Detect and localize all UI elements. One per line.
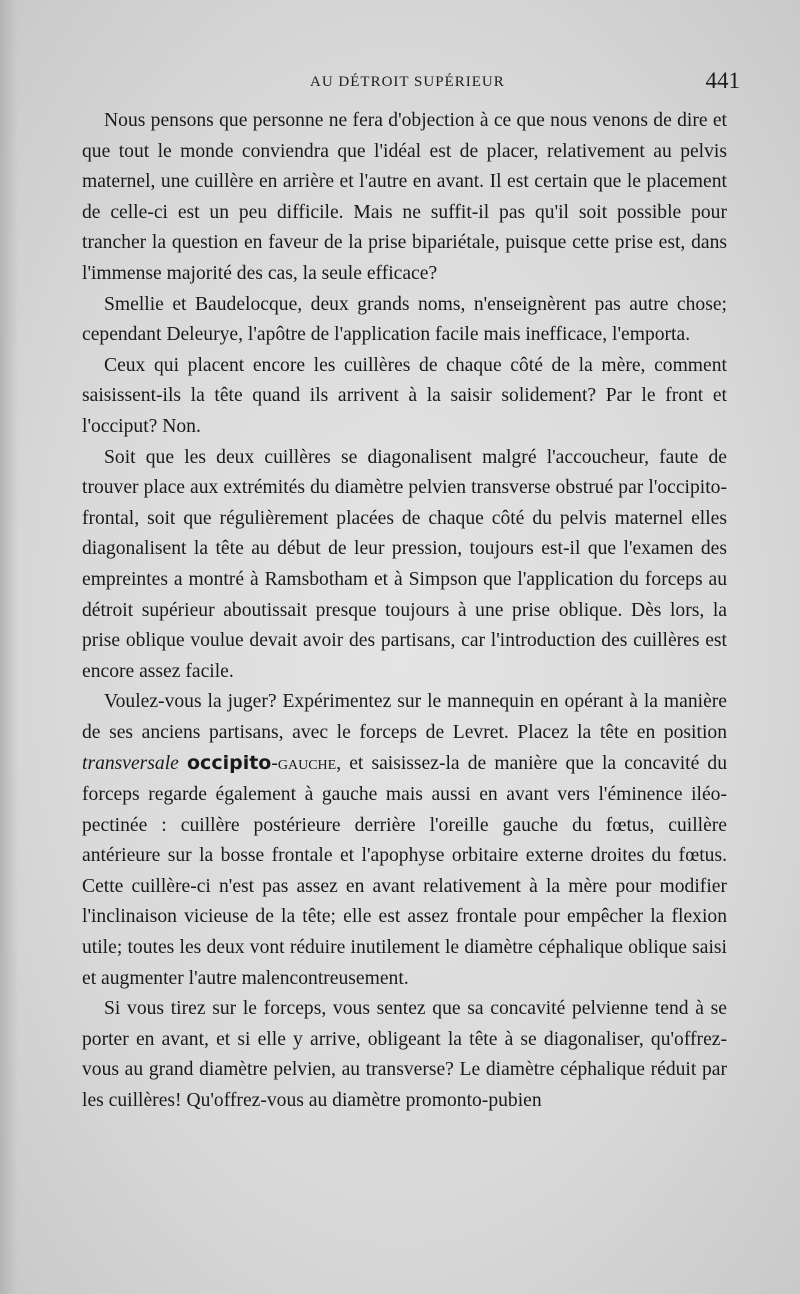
- paragraph-6: Si vous tirez sur le forceps, vous sentez que sa concavité pelvienne tend à se porter en avant, et si elle y arrive, obligeant la tête à se diagonaliser, qu'offrez-vous au grand diamètre pelvien, au transverse? Le diamètre céphalique réduit par les cuillères! Qu'offrez-vous au diamètre promonto-pubien: [82, 998, 727, 1111]
- paragraph-5-start: Voulez-vous la juger? Expérimentez sur le mannequin en opérant à la manière de ses anciens partisans, avec le forceps de Levret. Placez la tête en position: [82, 691, 727, 743]
- page-number: 441: [705, 68, 740, 93]
- page-header: [82, 64, 740, 104]
- page-edge-shadow: [0, 0, 18, 1294]
- italic-term: transversale: [82, 753, 179, 775]
- paragraph-5: [82, 687, 727, 994]
- bold-term: occipito: [187, 752, 272, 775]
- paragraph-5-end: , et saisissez-la de manière que la concavité du forceps regarde également à gauche mais aussi en avant vers l'éminence iléo-pectinée : cuillère postérieure derrière l'oreille gauche du fœtus, cuillère antérieure sur la bosse frontale et l'apophyse orbitaire externe droites du fœtus. Cette cuillère-ci n'est pas assez en avant relativement à la mère pour modifier l'inclinaison vicieuse de la tête; elle est assez frontale pour empêcher la flexion utile; toutes les deux vont réduire inutilement le diamètre céphalique oblique saisi et augmenter l'autre malencontreusement.: [82, 753, 727, 989]
- smallcaps-term: -gauche: [271, 753, 337, 775]
- term-space: [179, 753, 187, 774]
- paragraph-4: Soit que les deux cuillères se diagonalisent malgré l'accoucheur, faute de trouver place aux extrémités du diamètre pelvien transverse obstrué par l'occipito-frontal, soit que régulièrement placées de chaque côté du pelvis maternel elles diagonalisent la tête au début de leur pression, toujours est-il que l'examen des empreintes a montré à Ramsbotham et à Simpson que l'application du forceps au détroit supérieur aboutissait presque toujours à une prise oblique. Dès lors, la prise oblique voulue devait avoir des partisans, car l'introduction des cuillères est encore assez facile.: [82, 446, 727, 682]
- paragraph-2: Smellie et Baudelocque, deux grands noms, n'enseignèrent pas autre chose; cependant Deleurye, l'apôtre de l'application facile mais inefficace, l'emporta.: [82, 293, 727, 346]
- running-head: AU DÉTROIT SUPÉRIEUR: [310, 74, 505, 90]
- paragraph-3: Ceux qui placent encore les cuillères de chaque côté de la mère, comment saisissent-ils la tête quand ils arrivent à la saisir solidement? Par le front et l'occiput? Non.: [82, 354, 727, 437]
- body-text: [82, 106, 727, 1117]
- paragraph-1: Nous pensons que personne ne fera d'objection à ce que nous venons de dire et que tout le monde conviendra que l'idéal est de placer, relativement au pelvis maternel, une cuillère en arrière et l'autre en avant. Il est certain que le placement de celle-ci est un peu difficile. Mais ne suffit-il pas qu'il soit possible pour trancher la question en faveur de la prise bipariétale, puisque cette prise est, dans l'immense majorité des cas, la seule efficace?: [82, 110, 727, 284]
